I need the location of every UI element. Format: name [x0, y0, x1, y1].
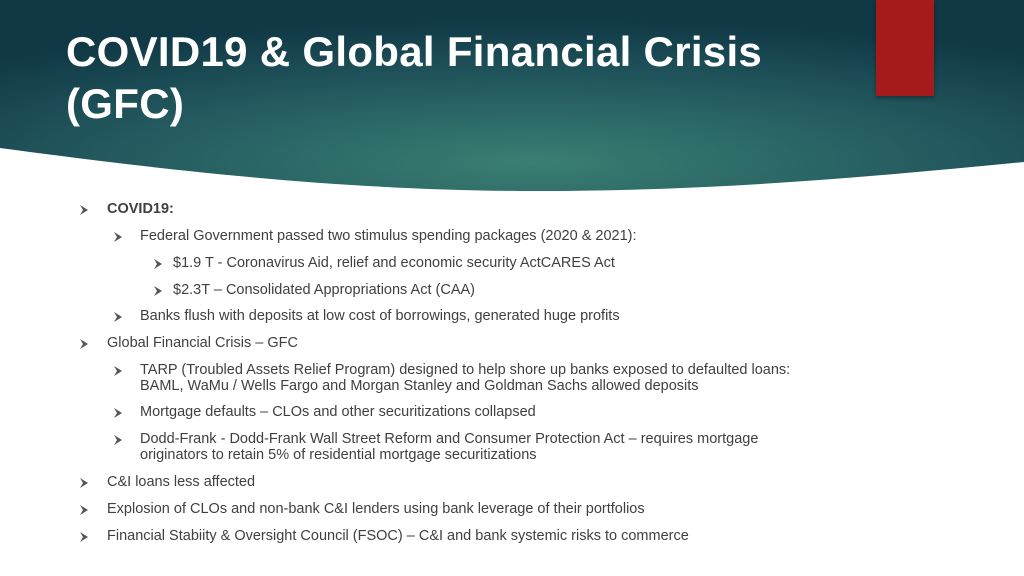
arrow-bullet-icon — [80, 205, 88, 215]
bullet-dodd-frank-line-2: originators to retain 5% of residential mortgage securitizations — [140, 447, 537, 463]
title-line-2: (GFC) — [66, 80, 185, 127]
bullet-gfc-heading: Global Financial Crisis – GFC — [107, 335, 298, 351]
bullet-banks-flush: Banks flush with deposits at low cost of borrowings, generated huge profits — [140, 308, 620, 324]
bullet-explosion-clos: Explosion of CLOs and non-bank C&I lenders using bank leverage of their portfolios — [107, 501, 645, 517]
bullet-fsoc: Financial Stabiity & Oversight Council (FSOC) – C&I and bank systemic risks to commerce — [107, 528, 689, 544]
arrow-bullet-icon — [80, 532, 88, 542]
arrow-bullet-icon — [114, 408, 122, 418]
arrow-bullet-icon — [80, 339, 88, 349]
arrow-bullet-icon — [114, 435, 122, 445]
arrow-bullet-icon — [114, 232, 122, 242]
arrow-bullet-icon — [80, 478, 88, 488]
slide-title — [66, 26, 866, 130]
arrow-bullet-icon — [154, 259, 162, 269]
accent-bar — [876, 0, 934, 96]
bullet-ci-loans: C&I loans less affected — [107, 474, 256, 490]
bullet-dodd-frank-line-1: Dodd-Frank - Dodd-Frank Wall Street Reform and Consumer Protection Act – requires mortgage — [140, 431, 759, 447]
arrow-bullet-icon — [114, 366, 122, 376]
bullet-tarp-line-2: BAML, WaMu / Wells Fargo and Morgan Stanley and Goldman Sachs allowed deposits — [140, 378, 699, 394]
arrow-bullet-icon — [114, 312, 122, 322]
bullet-caa: $2.3T – Consolidated Appropriations Act (CAA) — [173, 282, 475, 298]
arrow-bullet-icon — [154, 286, 162, 296]
bullet-tarp-line-1: TARP (Troubled Assets Relief Program) designed to help shore up banks exposed to defaulted loans: — [140, 362, 791, 378]
arrow-bullet-icon — [80, 505, 88, 515]
bullet-covid-stimulus: Federal Government passed two stimulus spending packages (2020 & 2021): — [140, 228, 637, 244]
title-line-1: COVID19 & Global Financial Crisis — [66, 28, 763, 75]
bullet-mortgage-defaults: Mortgage defaults – CLOs and other securitizations collapsed — [140, 404, 536, 420]
bullet-cares-act: $1.9 T - Coronavirus Aid, relief and economic security ActCARES Act — [173, 255, 615, 271]
bullet-covid-heading: COVID19: — [107, 201, 174, 217]
